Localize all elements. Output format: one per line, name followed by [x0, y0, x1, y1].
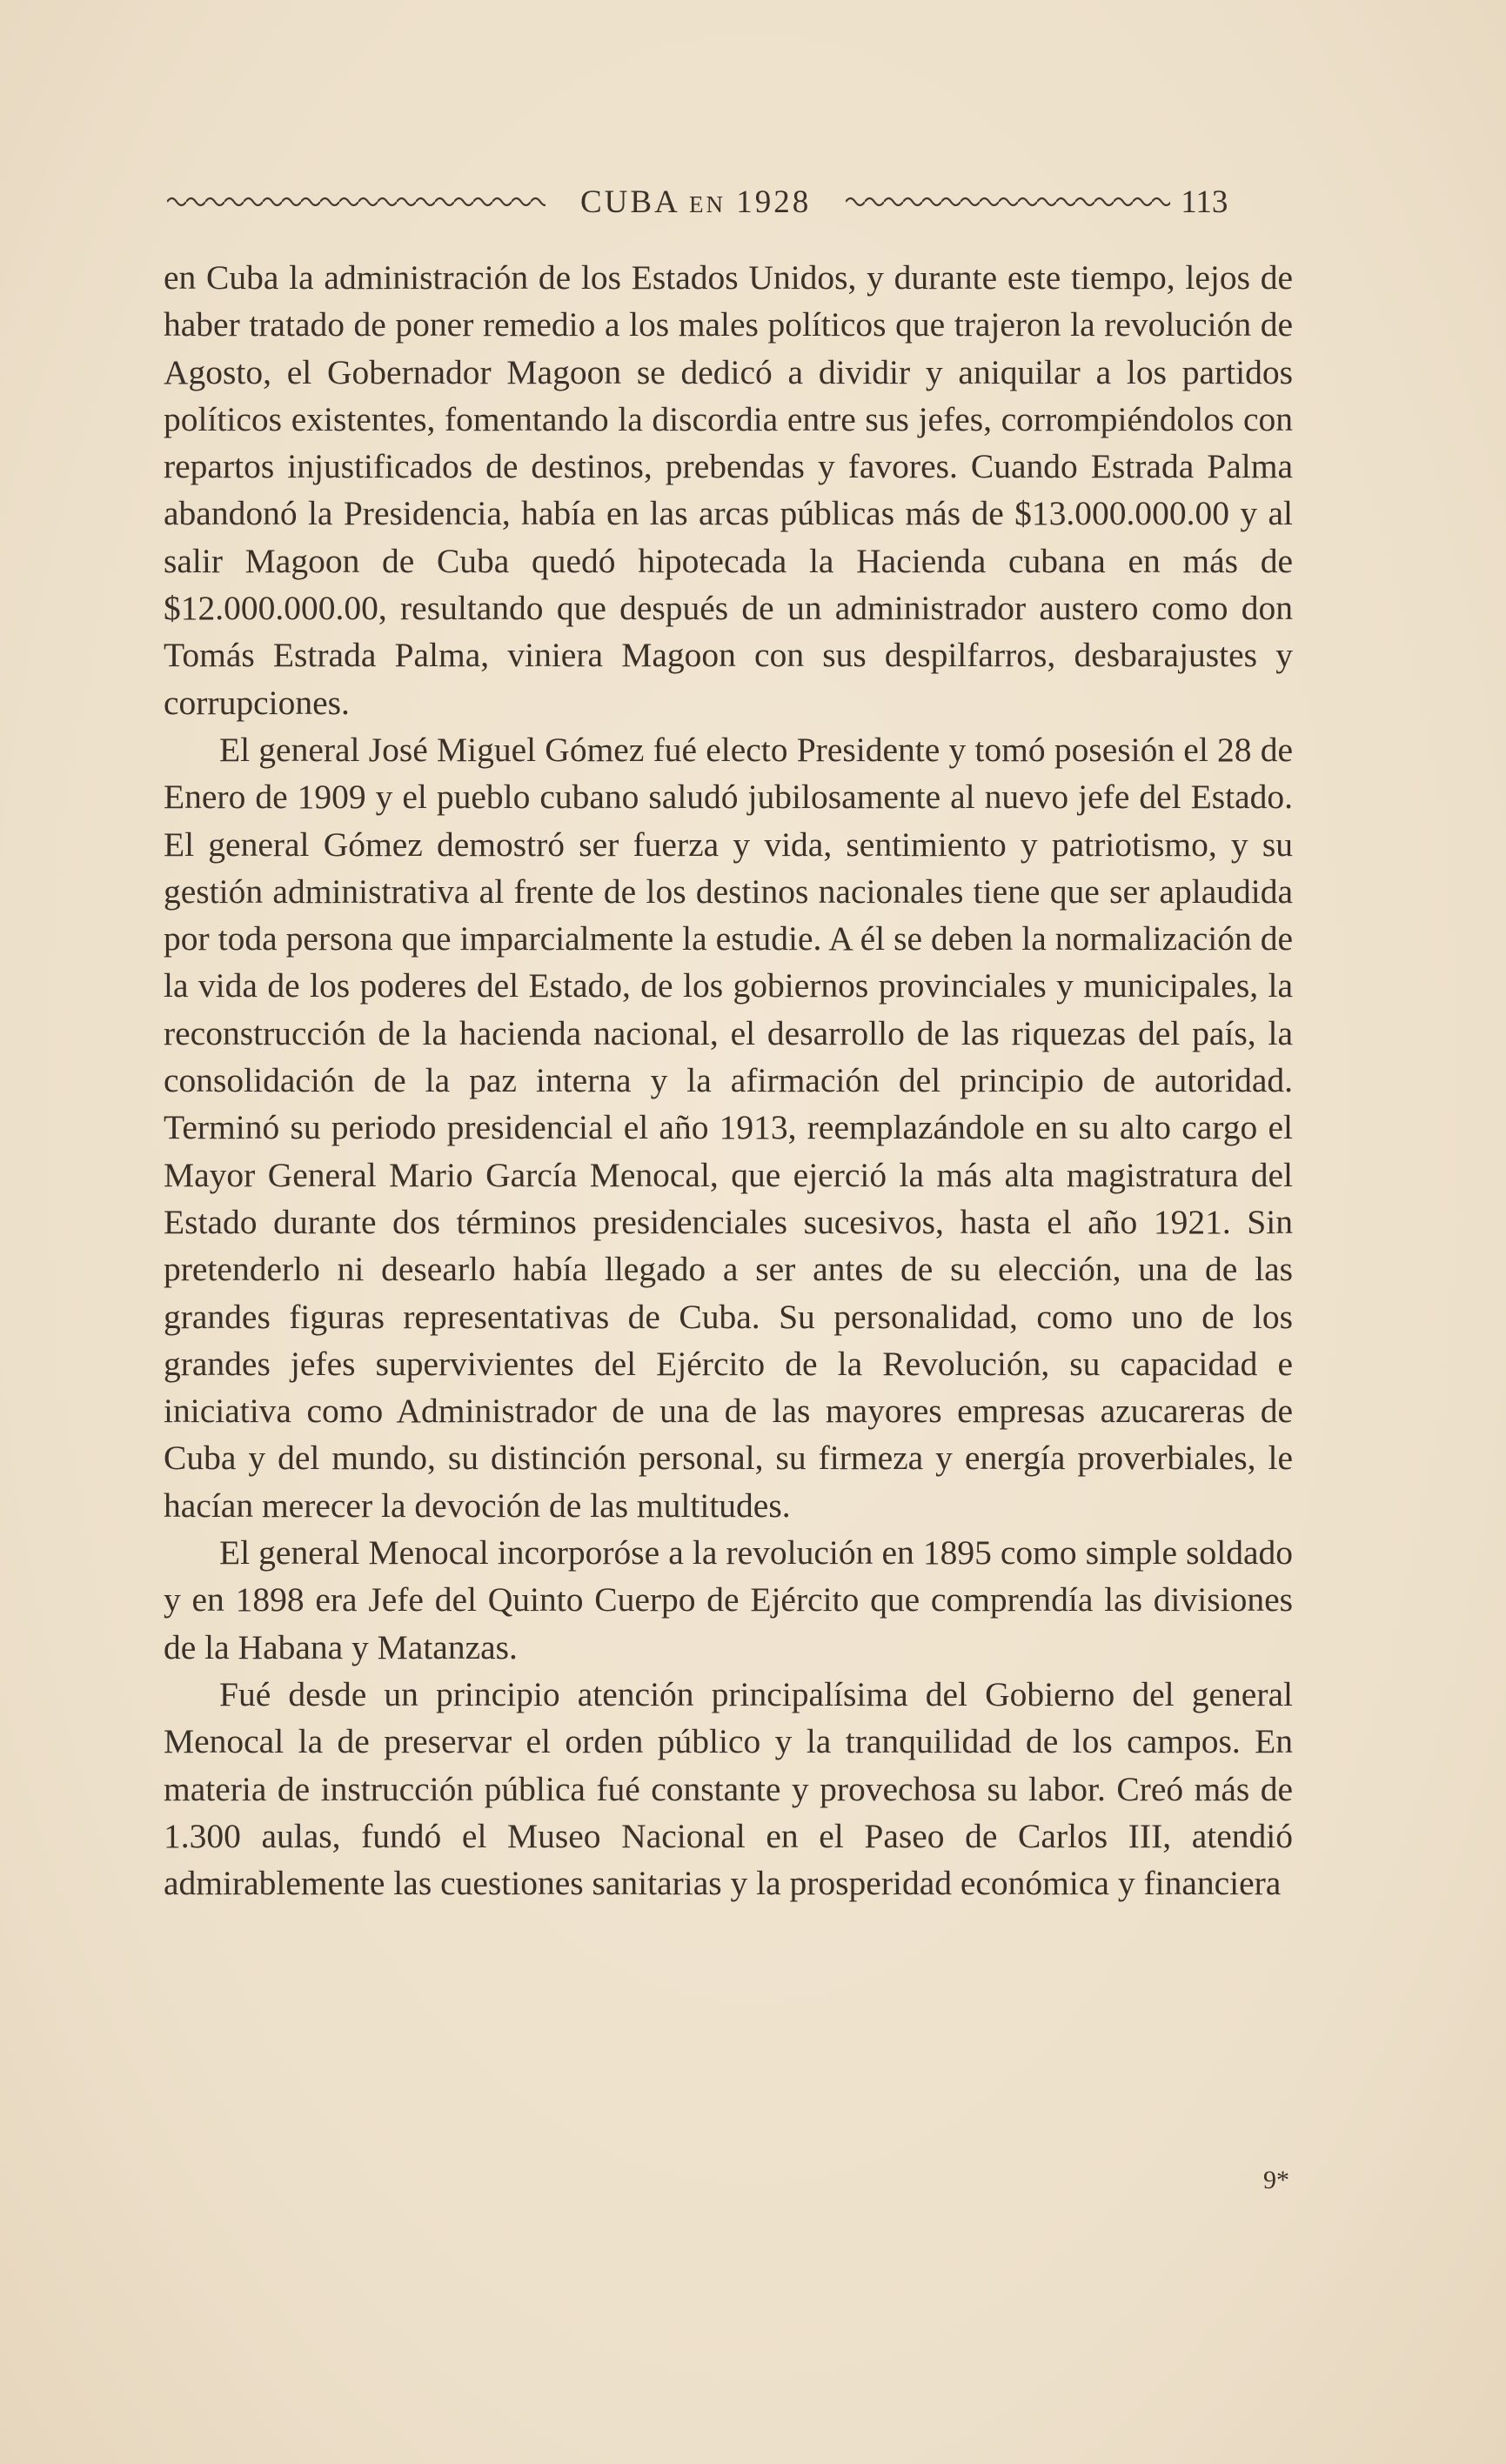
header-title-en: EN [689, 190, 726, 217]
signature-mark: 9* [1263, 2166, 1289, 2194]
left-ornament-rule [167, 193, 546, 210]
body-text [164, 254, 1293, 1906]
header-title-year: 1928 [736, 184, 812, 220]
running-header [167, 179, 1293, 224]
paragraph-4: Fué desde un principio atención principalísima del Gobierno del general Menocal la de preservar el orden público y la tranquilidad de los campos. En materia de instrucción pública fué constante y provechosa su labor. Creó más de 1.300 aulas, fundó el Museo Nacional en el Paseo de Carlos III, atendió admirablemente las cuestiones sanitarias y la prosperidad económica y financiera [164, 1674, 1293, 1903]
page-number: 113 [1181, 184, 1228, 220]
header-title-cuba: CUBA [580, 184, 679, 220]
right-ornament-rule [846, 193, 1170, 210]
paragraph-2: El general José Miguel Gómez fué electo Presidente y tomó posesión el 28 de Enero de 1909 y el pueblo cubano saludó jubilosamente al nuevo jefe del Estado. El general Gómez demostró ser fuerza y vida, sentimiento y patriotismo, y su gestión administrativa al frente de los destinos nacionales tiene que ser aplaudida por toda persona que imparcialmente la estudie. A él se deben la normalización de la vida de los poderes del Estado, de los gobiernos provinciales y municipales, la reconstrucción de la hacienda nacional, el desarrollo de las riquezas del país, la consolidación de la paz interna y la afirmación del principio de autoridad. Terminó su periodo presidencial el año 1913, reemplazándole en su alto cargo el Mayor General Mario García Menocal, que ejerció la más alta magistratura del Estado durante dos términos presidenciales sucesivos, hasta el año 1921. Sin pretenderlo ni desearlo había llegado a ser antes de su elección, una de las grandes figuras representativas de Cuba. Su personalidad, como uno de los grandes jefes supervivientes del Ejército de la Revolución, su capacidad e iniciativa como Administrador de una de las mayores empresas azucareras de Cuba y del mundo, su distinción personal, su firmeza y energía proverbiales, le hacían merecer la devoción de las multitudes. [164, 730, 1293, 1525]
paragraph-3: El general Menocal incorporóse a la revolución en 1895 como simple soldado y en 1898 era Jefe del Quinto Cuerpo de Ejército que comprendía las divisiones de la Habana y Matanzas. [164, 1533, 1293, 1666]
paragraph-1: en Cuba la administración de los Estados Unidos, y durante este tiempo, lejos de haber tratado de poner remedio a los males políticos que trajeron la revolución de Agosto, el Gobernador Magoon se dedicó a dividir y aniquilar a los partidos políticos existentes, fomentando la discordia entre sus jefes, corrompiéndolos con repartos injustificados de destinos, prebendas y favores. Cuando Estrada Palma abandonó la Presidencia, había en las arcas públicas más de $13.000.000.00 y al salir Magoon de Cuba quedó hipotecada la Hacienda cubana en más de $12.000.000.00, resultando que después de un administrador austero como don Tomás Estrada Palma, viniera Magoon con sus despilfarros, desbarajustes y corrupciones. [164, 258, 1293, 722]
header-title [580, 184, 811, 221]
